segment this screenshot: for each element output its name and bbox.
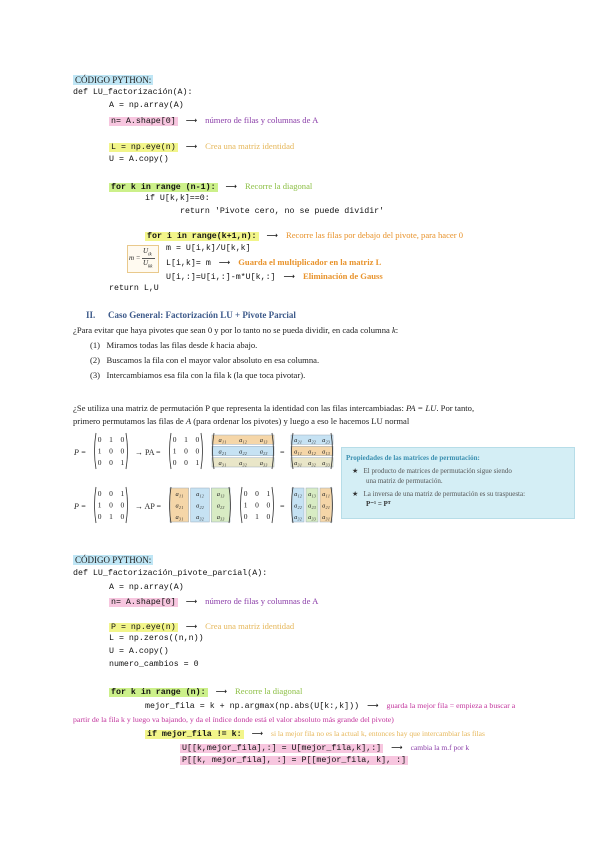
- matrix-bracket: [126, 487, 128, 523]
- comment3-for: Recorre la diagonal: [235, 686, 303, 696]
- matrix-entry: 0: [195, 435, 200, 445]
- matrix-entry: a₃₂: [239, 459, 247, 467]
- matrix-entry: 0: [266, 500, 271, 510]
- matrix-entry: 0: [97, 489, 102, 499]
- step-1: (1) Miramos todas las filas desde k hacia abajo.: [90, 340, 258, 350]
- matrix-svg: [236, 486, 278, 524]
- matrix-entry: a₁₂: [196, 491, 204, 499]
- matrix-entry: a₃₃: [216, 513, 225, 521]
- code-line-m: m = U[i,k]/U[k,k]: [166, 244, 251, 253]
- matrix-entry: a₂₃: [259, 448, 268, 456]
- matrix-entry: a₃₁: [218, 459, 227, 467]
- arrow-icon: ⟶: [185, 597, 198, 606]
- comment-for-i: Recorre las filas por debajo del pivote, para hacer 0: [285, 230, 464, 240]
- matrix-svg: [90, 432, 132, 470]
- arrow-icon: ⟶: [283, 272, 295, 281]
- matrix-entry: 0: [120, 511, 125, 521]
- matrix-entry: 0: [266, 511, 271, 521]
- code3-line-copy: U = A.copy(): [109, 647, 169, 656]
- matrix-entry: 1: [97, 446, 102, 456]
- matrix-entry: 0: [97, 511, 102, 521]
- matrix-entry: 1: [120, 457, 125, 467]
- matrix-entry: a₂₁: [322, 502, 330, 510]
- arrow-icon: ⟶: [391, 743, 403, 752]
- code-line-L: L[i,k]= m: [166, 259, 211, 268]
- matrix-bracket: [170, 433, 172, 469]
- matrix-entry: 0: [255, 500, 259, 510]
- matrix-bracket: [201, 433, 203, 469]
- permutation-properties-box: [341, 447, 575, 519]
- code3-line-zeros: L = np.zeros((n,n)): [109, 634, 204, 643]
- matrix-entry: a₂₂: [308, 437, 316, 445]
- code3-line-cambios: numero_cambios = 0: [109, 660, 199, 669]
- section3-title: CÓDIGO PYTHON:: [75, 555, 152, 565]
- arrow-icon: ⟶: [266, 231, 278, 240]
- code-line-for-i: for i in range(k+1,n):: [147, 232, 257, 241]
- P-label: P =: [74, 448, 87, 457]
- matrix-entry: a₂₁: [218, 448, 227, 456]
- PA-label: → PA =: [135, 448, 161, 457]
- matrix-P1: [90, 432, 132, 470]
- matrix-bracket: [95, 487, 97, 523]
- comment-for: Recorre la diagonal: [245, 181, 313, 191]
- matrix-entry: a₁₁: [218, 437, 227, 445]
- code-line-array: A = np.array(A): [109, 101, 184, 110]
- matrix-svg: [165, 432, 207, 470]
- matrix-entry: 0: [184, 457, 188, 467]
- code-line-copy: U = A.copy(): [109, 155, 169, 164]
- matrix-entry: 1: [109, 511, 113, 521]
- matrix-P2-times: [236, 486, 278, 524]
- matrix-entry: a₁₁: [322, 491, 330, 499]
- comment-U: Eliminación de Gauss: [302, 271, 383, 281]
- matrix-entry: 1: [120, 489, 125, 499]
- matrix-entry: 0: [109, 446, 113, 456]
- matrix-svg: [287, 432, 337, 470]
- comment-eye: Crea una matriz identidad: [205, 141, 295, 151]
- matrix-entry: a₃₁: [322, 513, 330, 521]
- matrix-bracket: [272, 487, 274, 523]
- matrix-P2: [90, 486, 132, 524]
- matrix-entry: a₃₂: [308, 459, 316, 467]
- code-line-U: U[i,:]=U[i,:]-m*U[k,:]: [166, 273, 276, 282]
- matrix-entry: a₂₃: [322, 437, 330, 445]
- code3-line-if: if mejor_fila != k:: [147, 730, 242, 739]
- matrix-entry: a₃₁: [294, 459, 302, 467]
- code3-line-swapU: U[[k,mejor_fila],:] = U[mejor_fila,k],:]: [182, 744, 382, 753]
- matrix-entry: 1: [97, 500, 102, 510]
- matrix-entry: a₂₂: [196, 502, 204, 510]
- code3-line-eye: P = np.eye(n): [111, 623, 176, 632]
- matrix-entry: 1: [184, 435, 188, 445]
- code3-line-mejor: mejor_fila = k + np.argmax(np.abs(U[k:,k])): [145, 702, 360, 711]
- comment3-mejor: guarda la mejor fila = empieza a buscar a: [386, 701, 516, 710]
- star-icon: ★: [352, 467, 359, 475]
- code3-line-for: for k in range (n):: [111, 688, 206, 697]
- arrow-icon: ⟶: [367, 701, 379, 710]
- arrow-icon: ⟶: [225, 182, 238, 191]
- matrix-A-rows: [208, 432, 278, 470]
- matrix-entry: 0: [97, 435, 102, 445]
- properties-title: Propiedades de las matrices de permutación:: [346, 454, 480, 462]
- code-line-return-error: return 'Pivote cero, no se puede dividir': [180, 207, 385, 216]
- section2-intro: ¿Para evitar que haya pivotes que sean 0 y por lo tanto no se pueda dividir, en cada columna k:: [73, 325, 399, 335]
- matrix-entry: 0: [243, 511, 248, 521]
- arrow-icon: ⟶: [251, 729, 264, 738]
- property-item-1: ★ El producto de matrices de permutación sigue siendo: [352, 467, 512, 475]
- matrix-entry: 1: [255, 511, 259, 521]
- AP-label: → AP =: [135, 502, 161, 511]
- matrix-entry: 0: [97, 457, 102, 467]
- permutation-paragraph-line1: ¿Se utiliza una matriz de permutación P que representa la identidad con las filas intercambiadas: PA = LU. Por tanto,: [73, 403, 475, 413]
- matrix-entry: 0: [120, 500, 125, 510]
- matrix-entry: a₁₃: [308, 491, 316, 499]
- section2-title: Caso General: Factorización LU + Pivote Parcial: [108, 310, 296, 320]
- code-line-eye: L = np.eye(n): [111, 143, 176, 152]
- matrix-entry: a₁₃: [259, 437, 268, 445]
- comment-shape: número de filas y columnas de A: [205, 115, 319, 125]
- matrix-entry: 0: [184, 446, 188, 456]
- multiplier-formula-box: m = $U_{ik}$ $U_{kk}$: [127, 245, 159, 273]
- property-item-1-cont: una matriz de permutación.: [366, 477, 443, 485]
- code-line-for: for k in range (n-1):: [111, 183, 216, 192]
- matrix-entry: 0: [109, 457, 113, 467]
- matrix-entry: a₂₃: [216, 502, 225, 510]
- comment3-if: si la mejor fila no es la actual k, entonces hay que intercambiar las filas: [271, 729, 485, 738]
- matrix-AP-result: [287, 486, 337, 524]
- code-def-line: def LU_factorización(A):: [73, 88, 193, 97]
- matrix-A-cols: [165, 486, 235, 524]
- matrix-entry: 0: [120, 435, 125, 445]
- matrix-entry: 1: [109, 435, 113, 445]
- matrix-entry: 1: [172, 446, 177, 456]
- arrow-icon: ⟶: [185, 116, 198, 125]
- code-line-shape: n= A.shape[0]: [111, 117, 176, 126]
- matrix-entry: 0: [195, 446, 200, 456]
- matrix-entry: a₃₃: [308, 513, 316, 521]
- matrix-svg: [165, 486, 235, 524]
- matrix-entry: 1: [266, 489, 271, 499]
- matrix-entry: a₂₁: [175, 502, 184, 510]
- step-2: (2) Buscamos la fila con el mayor valor absoluto en esa columna.: [90, 355, 320, 365]
- comment3-shape: número de filas y columnas de A: [205, 596, 319, 606]
- matrix-entry: a₃₂: [294, 513, 302, 521]
- code3-line-shape: n= A.shape[0]: [111, 598, 176, 607]
- code3-line-array: A = np.array(A): [109, 583, 184, 592]
- matrix-svg: [208, 432, 278, 470]
- matrix-entry: a₂₃: [308, 502, 316, 510]
- matrix-entry: a₁₂: [294, 491, 302, 499]
- matrix-entry: 0: [109, 500, 113, 510]
- matrix-entry: a₃₂: [196, 513, 204, 521]
- comment3-swapU: cambia la m.f por k: [410, 743, 470, 752]
- matrix-entry: a₁₁: [175, 491, 184, 499]
- matrix-entry: a₁₃: [216, 491, 225, 499]
- matrix-entry: 0: [243, 489, 248, 499]
- code-line-if: if U[k,k]==0:: [145, 194, 210, 203]
- equals-sign: =: [280, 448, 285, 457]
- matrix-entry: a₂₂: [294, 502, 302, 510]
- matrix-entry: a₃₁: [175, 513, 184, 521]
- matrix-entry: a₃₃: [322, 459, 330, 467]
- property-item-2-formula: P⁻¹ = Pᵀ: [366, 500, 391, 508]
- equals-sign-2: =: [280, 502, 285, 511]
- matrix-entry: 0: [255, 489, 259, 499]
- code-line-return: return L,U: [109, 284, 159, 293]
- comment3-mejor-continued: partir de la fila k y luego va bajando, y da el índice donde está el valor absoluto más grande del pivote): [73, 715, 394, 724]
- matrix-bracket: [126, 433, 128, 469]
- matrix-bracket: [241, 487, 243, 523]
- arrow-icon: ⟶: [185, 142, 198, 151]
- step-3: (3) Intercambiamos esa fila con la fila k (la que toca pivotar).: [90, 370, 306, 380]
- permutation-paragraph-line2: primero permutamos las filas de A (para ordenar los pivotes) y luego a eso le hacemos LU normal: [73, 416, 410, 426]
- matrix-entry: a₂₂: [239, 448, 247, 456]
- matrix-entry: 0: [172, 457, 177, 467]
- matrix-svg: [90, 486, 132, 524]
- section1-title: CÓDIGO PYTHON:: [75, 75, 152, 85]
- matrix-entry: a₂₁: [294, 437, 302, 445]
- section2-number: II.: [86, 310, 96, 320]
- matrix-entry: a₁₂: [308, 448, 316, 456]
- code3-line-swapP: P[[k, mejor_fila], :] = P[[mejor_fila, k], :]: [182, 756, 407, 765]
- matrix-bracket: [95, 433, 97, 469]
- matrix-svg: [287, 486, 337, 524]
- matrix-entry: 0: [120, 446, 125, 456]
- matrix-entry: 0: [172, 435, 177, 445]
- matrix-entry: 0: [109, 489, 113, 499]
- matrix-entry: a₁₃: [322, 448, 330, 456]
- matrix-PA-result: [287, 432, 337, 470]
- matrix-P1-times: [165, 432, 207, 470]
- code3-def-line: def LU_factorización_pivote_parcial(A):: [73, 569, 268, 578]
- arrow-icon: ⟶: [185, 622, 198, 631]
- arrow-icon: ⟶: [218, 258, 231, 267]
- comment3-eye: Crea una matriz identidad: [205, 621, 295, 631]
- matrix-entry: 1: [243, 500, 248, 510]
- matrix-entry: 1: [195, 457, 200, 467]
- matrix-entry: a₁₁: [294, 448, 302, 456]
- star-icon: ★: [352, 490, 359, 498]
- comment-L: Guarda el multiplicador en la matriz L: [238, 257, 382, 267]
- matrix-entry: a₃₃: [259, 459, 268, 467]
- matrix-entry: a₁₂: [239, 437, 247, 445]
- arrow-icon: ⟶: [215, 687, 228, 696]
- property-item-2: ★ La inversa de una matriz de permutación es su traspuesta:: [352, 490, 526, 498]
- P-label-2: P =: [74, 502, 87, 511]
